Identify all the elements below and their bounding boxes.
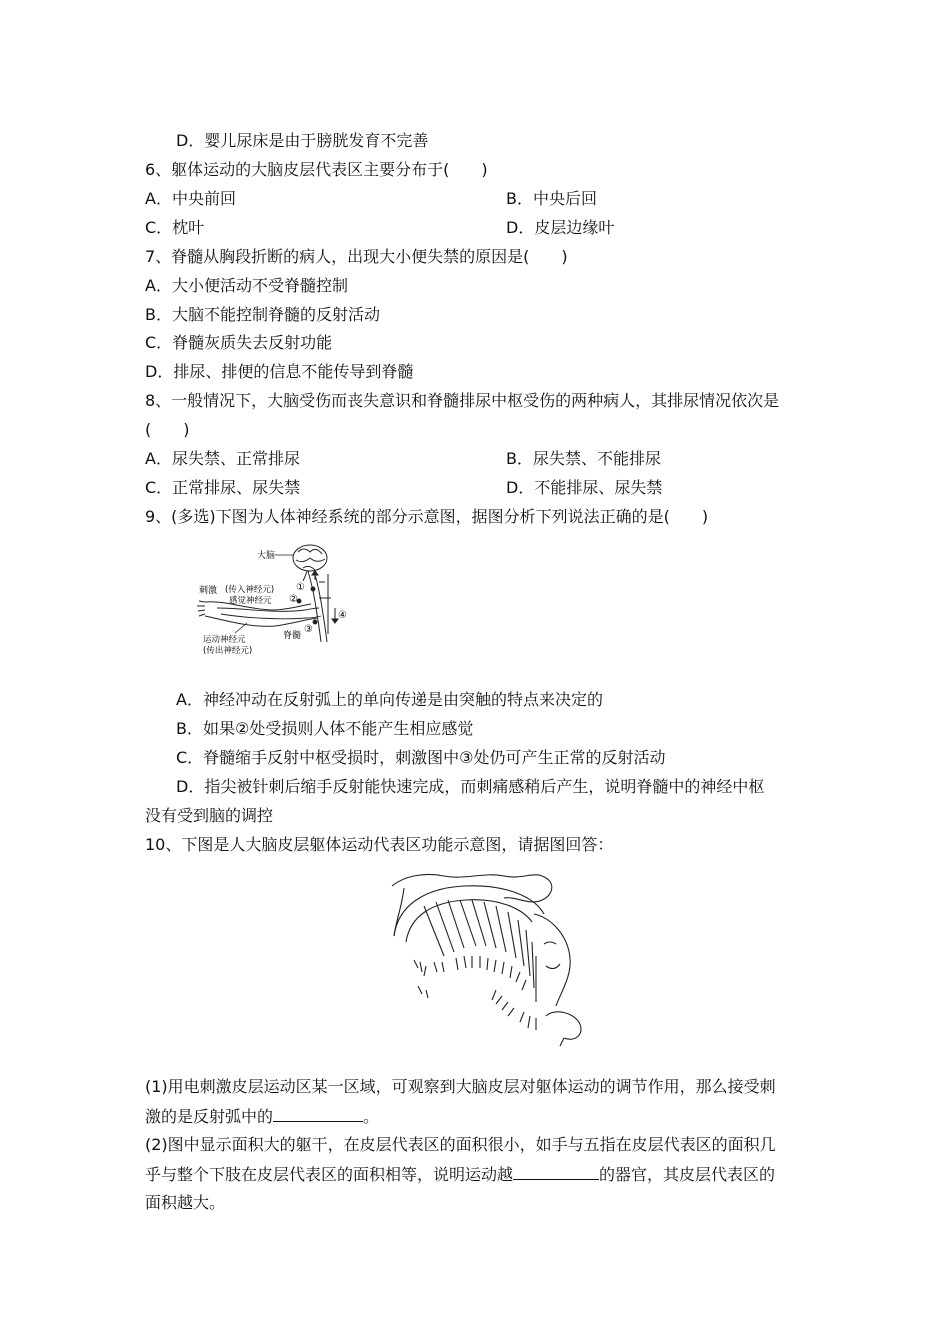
- label-n2: ②: [289, 594, 298, 605]
- q9-option-b: B．如果②处受损则人体不能产生相应感觉: [176, 719, 474, 738]
- q7-option-c: C．脊髓灰质失去反射功能: [145, 333, 333, 352]
- label-spinal: 脊髓: [283, 631, 302, 641]
- q10-part2-line2: [145, 1163, 775, 1186]
- q10-part1-end: 。: [363, 1107, 380, 1126]
- q10-part2-text: 乎与整个下肢在皮层代表区的面积相等，说明运动越: [145, 1165, 514, 1184]
- label-n4: ④: [338, 610, 347, 621]
- q6-option-a: A．中央前回: [145, 189, 236, 208]
- q6-option-c: C．枕叶: [145, 218, 205, 237]
- q10-blank-2[interactable]: [513, 1163, 599, 1180]
- q8-option-b: B．尿失禁、不能排尿: [506, 449, 661, 468]
- q9-option-d: D．指尖被针刺后缩手反射能快速完成，而刺痛感稍后产生，说明脊髓中的神经中枢: [176, 777, 765, 796]
- q9-option-c: C．脊髓缩手反射中枢受损时，刺激图中③处仍可产生正常的反射活动: [176, 748, 666, 767]
- q10-part1-line1: (1)用电刺激皮层运动区某一区域，可观察到大脑皮层对躯体运动的调节作用，那么接受刺: [145, 1077, 776, 1096]
- q10-part1-line2: [145, 1105, 379, 1128]
- q8-option-a: A．尿失禁、正常排尿: [145, 449, 300, 468]
- label-n1: ①: [296, 582, 305, 593]
- label-afferent: (传入神经元): [225, 585, 275, 595]
- q8-option-c: C．正常排尿、尿失禁: [145, 478, 301, 497]
- q7-option-b: B．大脑不能控制脊髓的反射活动: [145, 305, 380, 324]
- nervous-system-figure: [195, 538, 365, 660]
- q10-part2-text-end: 的器官，其皮层代表区的: [599, 1165, 776, 1184]
- q9-option-d-cont: 没有受到脑的调控: [145, 806, 274, 825]
- label-stimulus: 刺激: [199, 586, 218, 596]
- q10-part2-line1: (2)图中显示面积大的躯干，在皮层代表区的面积很小，如手与五指在皮层代表区的面积几: [145, 1135, 776, 1154]
- q5-option-d: D．婴儿尿床是由于膀胱发育不完善: [176, 131, 429, 150]
- label-sensory: 感觉神经元: [229, 596, 272, 606]
- q6-option-b: B．中央后回: [506, 189, 597, 208]
- q8-stem: 8、一般情况下，大脑受伤而丧失意识和脊髓排尿中枢受伤的两种病人，其排尿情况依次是: [145, 391, 780, 410]
- q6-stem: 6、躯体运动的大脑皮层代表区主要分布于( ): [145, 160, 488, 179]
- label-brain: 大脑: [257, 551, 276, 561]
- q8-option-d: D．不能排尿、尿失禁: [506, 478, 663, 497]
- q10-stem: 10、下图是人大脑皮层躯体运动代表区功能示意图，请据图回答：: [145, 835, 614, 854]
- label-efferent: (传出神经元): [203, 646, 253, 656]
- q9-stem: 9、(多选)下图为人体神经系统的部分示意图，据图分析下列说法正确的是( ): [145, 507, 709, 526]
- q10-blank-1[interactable]: [273, 1105, 363, 1122]
- q7-option-a: A．大小便活动不受脊髓控制: [145, 276, 348, 295]
- brain-drawing: [293, 545, 327, 581]
- q7-stem: 7、脊髓从胸段折断的病人，出现大小便失禁的原因是( ): [145, 247, 568, 266]
- label-n3: ③: [304, 624, 313, 635]
- motor-homunculus-figure: [384, 866, 602, 1054]
- q9-option-a: A．神经冲动在反射弧上的单向传递是由突触的特点来决定的: [176, 690, 603, 709]
- q10-part1-text: 激的是反射弧中的: [145, 1107, 274, 1126]
- q10-part2-line3: 面积越大。: [145, 1193, 226, 1212]
- label-motor: 运动神经元: [203, 635, 246, 645]
- q6-option-d: D．皮层边缘叶: [506, 218, 615, 237]
- q7-option-d: D．排尿、排便的信息不能传导到脊髓: [145, 362, 414, 381]
- q8-stem-paren: ( ): [145, 420, 190, 439]
